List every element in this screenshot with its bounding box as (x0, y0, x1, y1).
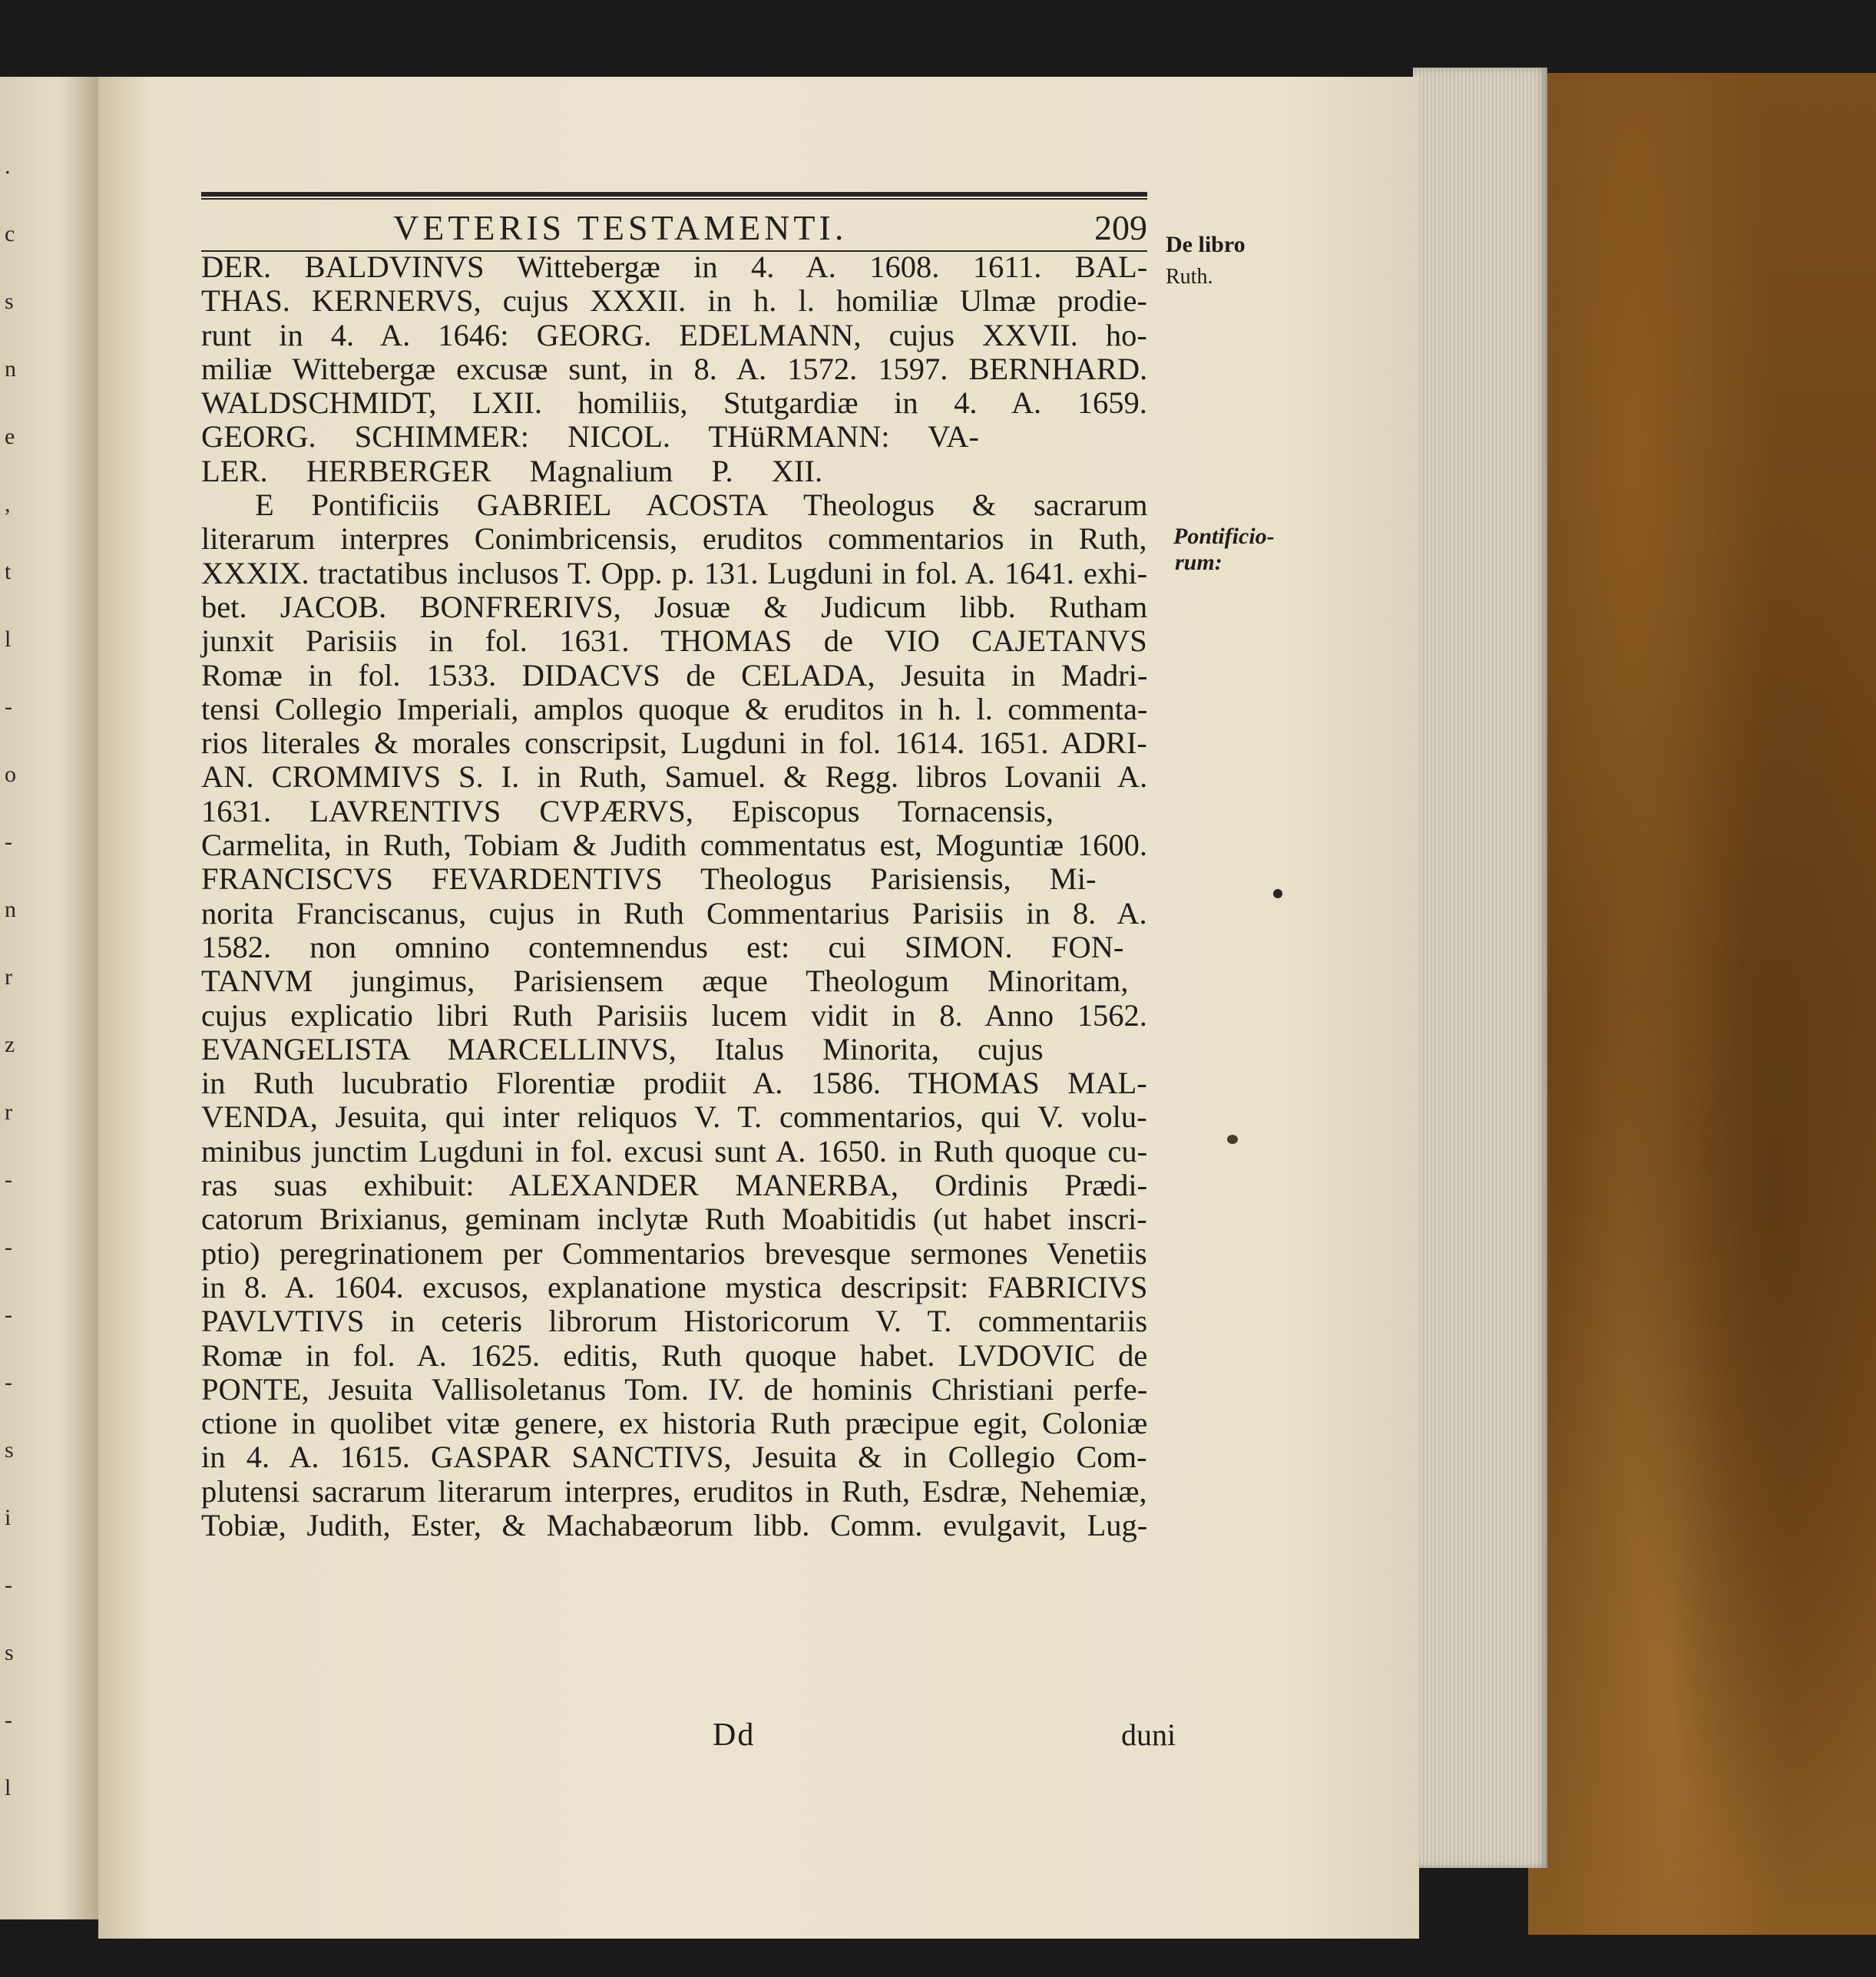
text-line: Carmelita, in Ruth, Tobiam & Judith commentatus est, Moguntiæ 1600. (201, 828, 1147, 863)
left-page-fragment: s (5, 1437, 14, 1463)
text-line: AN. CROMMIVS S. I. in Ruth, Samuel. & Regg. libros Lovanii A. (201, 759, 1148, 795)
text-line: runt in 4. A. 1646: GEORG. EDELMANN, cujus XXVII. ho- (201, 317, 1147, 352)
text-line: FRANCISCVS FEVARDENTIVS Theologus Parisiensis, Mi- (201, 861, 1097, 897)
left-page-fragment: n (5, 897, 16, 922)
ink-spot (1227, 1135, 1238, 1144)
margin-note-pontificiorum (1173, 524, 1275, 576)
left-page-fragment: - (5, 829, 12, 855)
running-title: VETERIS TESTAMENTI. (393, 208, 848, 247)
text-line: norita Franciscanus, cujus in Ruth Commentarius Parisiis in 8. A. (201, 895, 1147, 931)
text-line: in 8. A. 1604. excusos, explanatione mystica descripsit: FABRICIVS (201, 1269, 1148, 1304)
left-page-fragment: - (5, 1370, 12, 1395)
text-line: VENDA, Jesuita, qui inter reliquos V. T. commentarios, qui V. volu- (201, 1099, 1147, 1135)
left-page-fragment: t (5, 559, 12, 584)
text-line: TANVM jungimus, Parisiensem æque Theologum Minoritam, (201, 964, 1129, 999)
text-line: catorum Brixianus, geminam inclytæ Ruth Moabitidis (ut habet inscri- (201, 1202, 1147, 1237)
header-rule-thick (201, 192, 1147, 197)
left-page-fragment: s (5, 289, 14, 314)
text-line: plutensi sacrarum literarum interpres, eruditos in Ruth, Esdræ, Nehemiæ, (201, 1473, 1147, 1509)
text-line: PONTE, Jesuita Vallisoletanus Tom. IV. de hominis Christiani perfe- (201, 1371, 1148, 1407)
text-line: 1631. LAVRENTIVS CVPÆRVS, Episcopus Tornacensis, (201, 793, 1054, 828)
left-page-fragment: , (5, 491, 11, 517)
text-line: E Pontificiis GABRIEL ACOSTA Theologus & sacrarum (255, 488, 1148, 523)
text-line: in Ruth lucubratio Florentiæ prodiit A. 1586. THOMAS MAL- (201, 1066, 1147, 1101)
header-rule-thin (201, 198, 1147, 200)
text-line: junxit Parisiis in fol. 1631. THOMAS de VIO CAJETANVS (201, 623, 1147, 659)
left-page-fragment: r (5, 964, 12, 990)
text-line: Romæ in fol. A. 1625. editis, Ruth quoque habet. LVDOVIC de (201, 1337, 1148, 1373)
left-page-fragment: . (5, 154, 11, 179)
left-page-fragment: - (5, 694, 12, 719)
text-line: PAVLVTIVS in ceteris librorum Historicorum V. T. commentariis (201, 1304, 1148, 1339)
text-line: Tobiæ, Judith, Ester, & Machabæorum libb. Comm. evulgavit, Lug- (201, 1507, 1148, 1542)
catchword: duni (1121, 1717, 1176, 1752)
left-page-fragment: z (5, 1032, 15, 1057)
book-cover (1528, 73, 1876, 1935)
left-page-fragment: - (5, 1572, 12, 1598)
left-page-fragment: l (5, 1775, 12, 1800)
text-line: LER. HERBERGER Magnalium P. XII. (201, 453, 823, 488)
text-line: DER. BALDVINVS Wittebergæ in 4. A. 1608. 1611. BAL- (201, 250, 1148, 284)
left-page-fragment: o (5, 762, 16, 787)
left-page-fragment: i (5, 1505, 12, 1530)
left-page-fragment: - (5, 1167, 12, 1192)
text-line: ptio) peregrinationem per Commentarios brevesque sermones Venetiis (201, 1235, 1147, 1271)
page-stack-edges (1413, 68, 1547, 1868)
text-line: ctione in quolibet vitæ genere, ex historia Ruth præcipue egit, Coloniæ (201, 1406, 1148, 1441)
text-line: ras suas exhibuit: ALEXANDER MANERBA, Ordinis Prædi- (201, 1168, 1148, 1203)
left-page-fragment: e (5, 424, 15, 449)
margin-note-line: Ruth. (1166, 265, 1213, 289)
text-line: bet. JACOB. BONFRERIVS, Josuæ & Judicum libb. Rutham (201, 589, 1148, 624)
left-page-fragment: c (5, 221, 15, 246)
text-line: EVANGELISTA MARCELLINVS, Italus Minorita, cujus (201, 1031, 1044, 1066)
text-line: literarum interpres Conimbricensis, eruditos commentarios in Ruth, (201, 521, 1147, 557)
text-line: 1582. non omnino contemnendus est: cui SIMON. FON- (201, 929, 1124, 964)
ink-spot (1273, 889, 1282, 898)
signature-mark: Dd (713, 1717, 756, 1753)
margin-note-line: De libro (1166, 232, 1246, 257)
text-line: WALDSCHMIDT, LXII. homiliis, Stutgardiæ in 4. A. 1659. (201, 385, 1147, 421)
left-page-fragment: - (5, 1708, 12, 1733)
margin-note-line: Pontificio- (1173, 524, 1275, 549)
left-facing-page (0, 77, 98, 1919)
left-page-fragment: r (5, 1099, 12, 1125)
text-line: tensi Collegio Imperiali, amplos quoque & eruditos in h. l. commenta- (201, 691, 1148, 726)
text-line: Romæ in fol. 1533. DIDACVS de CELADA, Jesuita in Madri- (201, 657, 1148, 693)
text-line: in 4. A. 1615. GASPAR SANCTIVS, Jesuita & in Collegio Com- (201, 1440, 1147, 1475)
left-page-fragment: s (5, 1640, 14, 1665)
text-line: minibus junctim Lugduni in fol. excusi sunt A. 1650. in Ruth quoque cu- (201, 1133, 1148, 1169)
text-line: miliæ Wittebergæ excusæ sunt, in 8. A. 1572. 1597. BERNHARD. (201, 351, 1148, 386)
text-line: THAS. KERNERVS, cujus XXXII. in h. l. homiliæ Ulmæ prodie- (201, 283, 1147, 319)
left-page-fragment: - (5, 1302, 12, 1327)
left-page-fragment: - (5, 1235, 12, 1260)
left-page-fragment: n (5, 356, 16, 382)
margin-note-line: rum: (1175, 550, 1223, 575)
left-page-fragment: l (5, 626, 12, 652)
body-text (201, 250, 1186, 1542)
text-line: rios literales & morales conscripsit, Lugduni in fol. 1614. 1651. ADRI- (201, 726, 1147, 761)
page-header (201, 207, 1147, 250)
text-line: GEORG. SCHIMMER: NICOL. THüRMANN: VA- (201, 419, 979, 455)
text-line: XXXIX. tractatibus inclusos T. Opp. p. 131. Lugduni in fol. A. 1641. exhi- (201, 555, 1148, 590)
text-line: cujus explicatio libri Ruth Parisiis lucem vidit in 8. Anno 1562. (201, 997, 1147, 1033)
page-number: 209 (1094, 208, 1147, 247)
